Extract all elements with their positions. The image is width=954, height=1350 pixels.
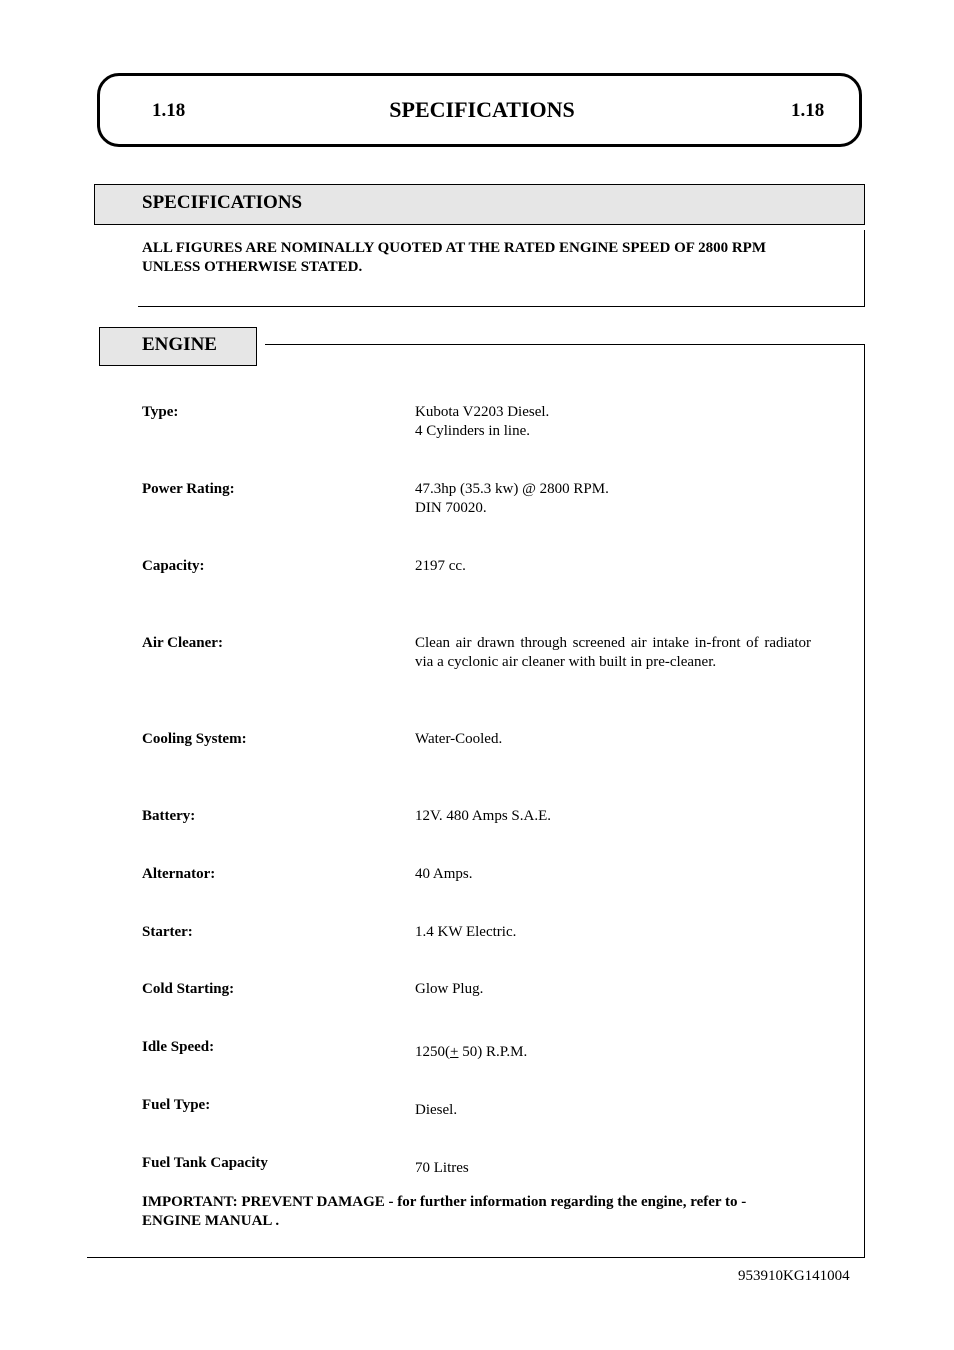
spec-label-cooling-system: Cooling System: bbox=[142, 731, 247, 747]
important-line-1: IMPORTANT: PREVENT DAMAGE - for further information regarding the engine, refer to - bbox=[142, 1194, 747, 1210]
spec-value-line: 47.3hp (35.3 kw) @ 2800 RPM. bbox=[415, 481, 609, 497]
spec-value-line: Diesel. bbox=[415, 1102, 458, 1118]
engine-frame-top bbox=[265, 344, 865, 345]
important-line-2: ENGINE MANUAL . bbox=[142, 1213, 280, 1229]
spec-value-type bbox=[415, 403, 811, 441]
spec-label-cold-starting: Cold Starting: bbox=[142, 981, 235, 997]
spec-value-line: Kubota V2203 Diesel. bbox=[415, 404, 550, 420]
spec-label-battery: Battery: bbox=[142, 808, 196, 824]
spec-value-battery bbox=[415, 807, 811, 826]
engine-frame-bottom bbox=[87, 1257, 865, 1258]
section-number-right: 1.18 bbox=[791, 100, 825, 121]
spec-value-power-rating bbox=[415, 480, 811, 518]
spec-value-line: Clean air drawn through screened air intake in-front of radiator via a cyclonic air cleaner with built in pre-cleaner. bbox=[415, 635, 811, 670]
spec-value-air-cleaner bbox=[415, 634, 811, 672]
spec-value-line: 12V. 480 Amps S.A.E. bbox=[415, 808, 551, 824]
specifications-heading: SPECIFICATIONS bbox=[142, 192, 303, 213]
engine-heading: ENGINE bbox=[142, 334, 217, 355]
spec-value-line: 1.4 KW Electric. bbox=[415, 924, 517, 940]
spec-value-idle-speed bbox=[415, 1043, 811, 1062]
spec-label-idle-speed: Idle Speed: bbox=[142, 1039, 215, 1055]
spec-value-line: Water-Cooled. bbox=[415, 731, 503, 747]
plus-minus-symbol: + bbox=[450, 1044, 459, 1060]
spec-value-line: DIN 70020. bbox=[415, 500, 487, 516]
spec-label-starter: Starter: bbox=[142, 924, 193, 940]
spec-value-line: 4 Cylinders in line. bbox=[415, 423, 530, 439]
page-title: SPECIFICATIONS bbox=[389, 97, 575, 122]
spec-label-capacity: Capacity: bbox=[142, 558, 205, 574]
idle-speed-prefix: 1250( bbox=[415, 1044, 450, 1060]
note-line-1: ALL FIGURES ARE NOMINALLY QUOTED AT THE RATED ENGINE SPEED OF 2800 RPM bbox=[142, 240, 766, 256]
spec-value-line: Glow Plug. bbox=[415, 981, 484, 997]
spec-value-line: 2197 cc. bbox=[415, 558, 466, 574]
spec-label-type: Type: bbox=[142, 404, 179, 420]
idle-speed-suffix: 50) R.P.M. bbox=[458, 1044, 528, 1060]
spec-value-alternator bbox=[415, 865, 811, 884]
spec-value-line: 70 Litres bbox=[415, 1160, 469, 1176]
spec-value-cooling-system bbox=[415, 730, 811, 749]
spec-value-capacity bbox=[415, 557, 811, 576]
spec-label-power-rating: Power Rating: bbox=[142, 481, 235, 497]
spec-value-line: 40 Amps. bbox=[415, 866, 473, 882]
note-frame-bottom bbox=[138, 306, 865, 307]
spec-value-fuel-tank-capacity bbox=[415, 1159, 811, 1178]
note-frame-right bbox=[864, 230, 865, 307]
document-code: 953910KG141004 bbox=[738, 1268, 850, 1284]
spec-label-fuel-tank-capacity: Fuel Tank Capacity bbox=[142, 1155, 268, 1171]
important-note bbox=[142, 1193, 822, 1231]
spec-value-fuel-type bbox=[415, 1101, 811, 1120]
engine-frame-right bbox=[864, 344, 865, 1258]
spec-label-air-cleaner: Air Cleaner: bbox=[142, 635, 223, 651]
spec-label-alternator: Alternator: bbox=[142, 866, 216, 882]
section-number-left: 1.18 bbox=[152, 100, 186, 121]
note-line-2: UNLESS OTHERWISE STATED. bbox=[142, 259, 363, 275]
specifications-note bbox=[142, 239, 832, 277]
spec-value-starter bbox=[415, 923, 811, 942]
spec-label-fuel-type: Fuel Type: bbox=[142, 1097, 211, 1113]
spec-value-cold-starting bbox=[415, 980, 811, 999]
